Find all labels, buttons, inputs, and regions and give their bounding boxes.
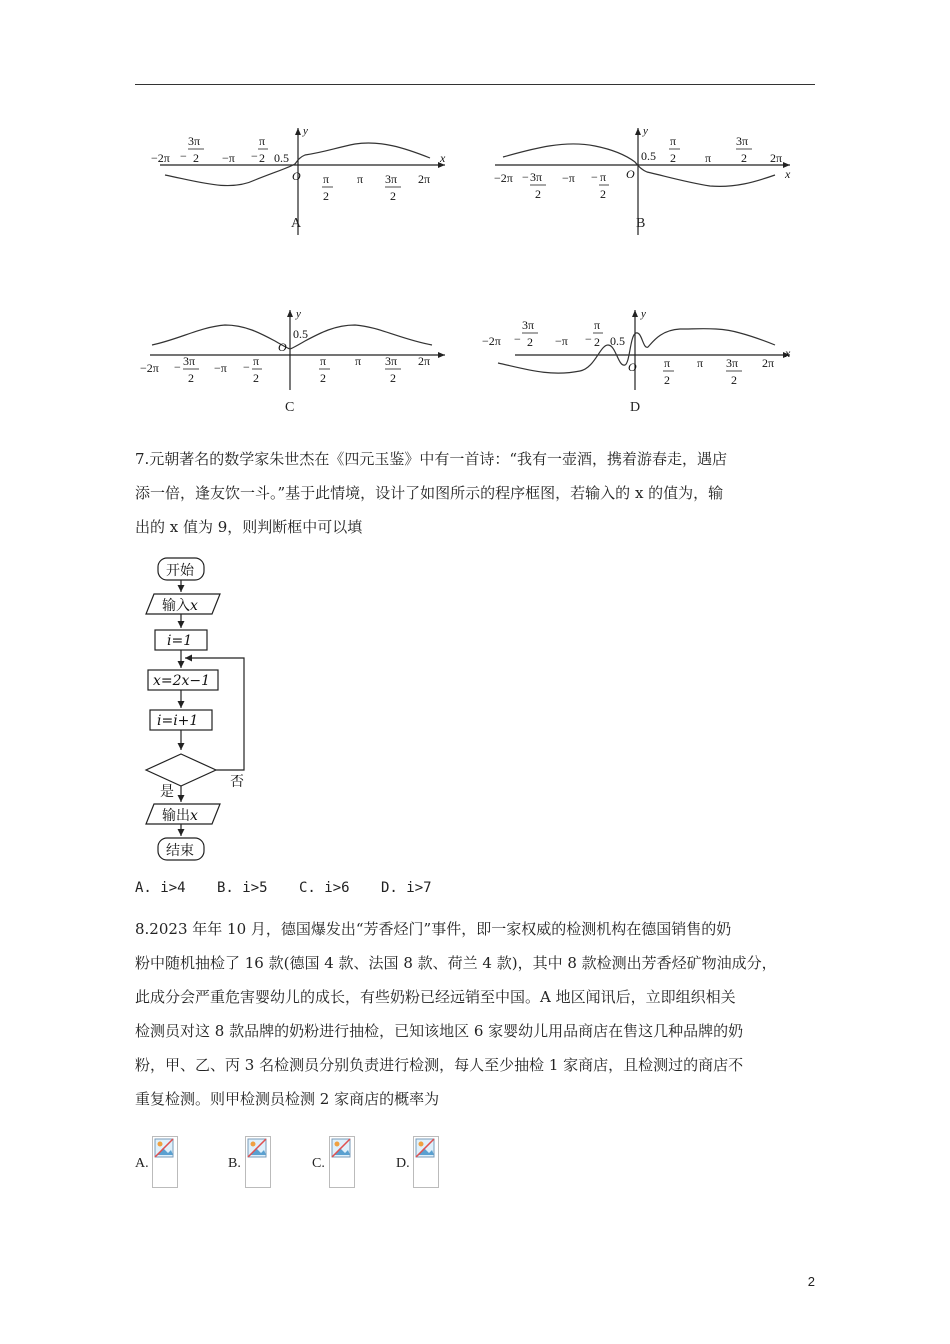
- graph-b-label: B: [636, 216, 646, 231]
- svg-text:π: π: [355, 354, 362, 368]
- svg-text:2: 2: [259, 151, 265, 165]
- broken-image-icon: [245, 1136, 271, 1188]
- question-8-text: [135, 912, 820, 1116]
- svg-text:O: O: [278, 340, 287, 354]
- graph-a-label: A: [291, 216, 302, 231]
- svg-text:3π: 3π: [530, 170, 543, 184]
- svg-text:−2π: −2π: [140, 361, 159, 375]
- q8-option-d-label: D.: [396, 1156, 410, 1171]
- svg-text:2: 2: [527, 335, 533, 349]
- svg-text:2: 2: [253, 371, 259, 385]
- question-7-text: [135, 442, 820, 544]
- q8-line-2: 粉中随机抽检了 16 款(德国 4 款、法国 8 款、荷兰 4 款)，其中 8 款检测出芳香烃矿物油成分，: [135, 954, 777, 972]
- svg-text:−: −: [585, 332, 592, 346]
- svg-text:2π: 2π: [418, 172, 431, 186]
- svg-text:π: π: [357, 172, 364, 186]
- flow-output-prefix: 输出: [162, 808, 190, 824]
- svg-text:O: O: [292, 169, 301, 183]
- svg-text:π: π: [670, 134, 677, 148]
- svg-text:2: 2: [731, 373, 737, 387]
- svg-text:2: 2: [390, 371, 396, 385]
- svg-text:x: x: [785, 167, 791, 181]
- svg-text:y: y: [303, 125, 308, 137]
- q7-option-d[interactable]: D. i>7: [381, 880, 432, 896]
- svg-text:2: 2: [600, 187, 606, 201]
- svg-text:−: −: [180, 149, 187, 163]
- svg-text:π: π: [259, 134, 266, 148]
- svg-text:输入x: [162, 598, 198, 614]
- flow-init: i=1: [167, 633, 193, 649]
- q8-option-c-label: C.: [312, 1156, 325, 1171]
- svg-text:3π: 3π: [736, 134, 749, 148]
- svg-text:2π: 2π: [770, 151, 783, 165]
- q8-line-6: 重复检测。则甲检测员检测 2 家商店的概率为: [135, 1090, 440, 1108]
- svg-text:y: y: [296, 308, 301, 320]
- flow-start: 开始: [166, 563, 194, 579]
- svg-text:x: x: [440, 151, 446, 165]
- q8-line-5: 粉，甲、乙、丙 3 名检测员分别负责进行检测，每人至少抽检 1 家商店，且检测过的商店不: [135, 1056, 744, 1074]
- q7-option-c[interactable]: C. i>6: [299, 880, 350, 896]
- svg-text:2: 2: [670, 151, 676, 165]
- svg-text:3π: 3π: [385, 354, 398, 368]
- svg-text:3π: 3π: [183, 354, 196, 368]
- svg-text:π: π: [664, 356, 671, 370]
- q7-line-1: 7.元朝著名的数学家朱世杰在《四元玉鉴》中有一首诗：“我有一壶酒，携着游春走，遇店: [135, 450, 727, 468]
- svg-text:−: −: [243, 360, 250, 374]
- svg-text:−: −: [522, 170, 529, 184]
- svg-text:π: π: [594, 318, 601, 332]
- svg-text:2π: 2π: [418, 354, 431, 368]
- svg-text:−: −: [174, 360, 181, 374]
- page-number: 2: [807, 1274, 815, 1289]
- flowchart: [140, 552, 270, 867]
- svg-text:y: y: [641, 308, 646, 320]
- q7-line-2: 添一倍，逢友饮一斗。”基于此情境，设计了如图所示的程序框图，若输入的 x 的值为，输: [135, 484, 724, 502]
- svg-text:π: π: [323, 172, 330, 186]
- flow-input-prefix: 输入: [162, 598, 190, 614]
- graph-c-label: C: [285, 400, 295, 415]
- svg-text:2: 2: [535, 187, 541, 201]
- svg-text:2: 2: [193, 151, 199, 165]
- svg-text:0.5: 0.5: [641, 149, 656, 163]
- svg-text:−2π: −2π: [151, 151, 170, 165]
- svg-text:y: y: [643, 125, 648, 137]
- q7-options: [135, 880, 463, 896]
- q7-line-3: 出的 x 值为 9，则判断框中可以填: [135, 518, 363, 536]
- svg-text:2: 2: [741, 151, 747, 165]
- svg-text:3π: 3π: [726, 356, 739, 370]
- broken-image-icon: [152, 1136, 178, 1188]
- flow-decision-box: [146, 754, 216, 786]
- svg-text:−2π: −2π: [482, 334, 501, 348]
- svg-text:0.5: 0.5: [274, 151, 289, 165]
- svg-text:−π: −π: [222, 151, 235, 165]
- svg-text:O: O: [628, 360, 637, 374]
- svg-text:−: −: [591, 170, 598, 184]
- svg-text:0.5: 0.5: [610, 334, 625, 348]
- q8-line-1: 8.2023 年年 10 月，德国爆发出“芳香烃门”事件，即一家权威的检测机构在德国销售的奶: [135, 920, 732, 938]
- svg-text:−π: −π: [562, 171, 575, 185]
- broken-image-icon: [413, 1136, 439, 1188]
- graph-d: [480, 305, 795, 395]
- flow-update-i: i=i+1: [157, 713, 199, 729]
- q7-option-b[interactable]: B. i>5: [217, 880, 268, 896]
- q7-option-a[interactable]: A. i>4: [135, 880, 186, 896]
- svg-text:2π: 2π: [762, 356, 775, 370]
- svg-text:O: O: [626, 167, 635, 181]
- broken-image-icon: [329, 1136, 355, 1188]
- svg-text:3π: 3π: [385, 172, 398, 186]
- header-rule: [135, 84, 815, 85]
- svg-text:−π: −π: [214, 361, 227, 375]
- svg-text:π: π: [320, 354, 327, 368]
- q8-option-a-label: A.: [135, 1156, 149, 1171]
- svg-text:−π: −π: [555, 334, 568, 348]
- svg-text:0.5: 0.5: [293, 327, 308, 341]
- flow-no-label: 否: [230, 774, 244, 790]
- q8-option-b-label: B.: [228, 1156, 241, 1171]
- flow-input-var: x: [190, 598, 198, 614]
- svg-text:x: x: [785, 346, 791, 360]
- svg-text:2: 2: [664, 373, 670, 387]
- svg-text:2: 2: [320, 371, 326, 385]
- svg-text:−: −: [251, 149, 258, 163]
- q8-line-4: 检测员对这 8 款品牌的奶粉进行抽检，已知该地区 6 家婴幼儿用品商店在售这几种品牌的奶: [135, 1022, 744, 1040]
- svg-text:输出x: [162, 808, 198, 824]
- svg-text:3π: 3π: [188, 134, 201, 148]
- svg-text:2: 2: [323, 189, 329, 203]
- svg-text:π: π: [600, 170, 607, 184]
- flow-end: 结束: [166, 843, 194, 859]
- flow-output-var: x: [190, 808, 198, 824]
- svg-text:3π: 3π: [522, 318, 535, 332]
- flow-update-x: x=2x−1: [153, 673, 211, 689]
- flow-yes-label: 是: [160, 784, 174, 800]
- svg-text:π: π: [705, 151, 712, 165]
- graph-c: [140, 305, 450, 395]
- svg-text:−: −: [514, 332, 521, 346]
- svg-text:2: 2: [390, 189, 396, 203]
- svg-text:π: π: [253, 354, 260, 368]
- svg-text:2: 2: [188, 371, 194, 385]
- graph-d-label: D: [630, 400, 641, 415]
- q8-line-3: 此成分会严重危害婴幼儿的成长，有些奶粉已经远销至中国。A 地区闻讯后，立即组织相关: [135, 988, 736, 1006]
- svg-text:2: 2: [594, 335, 600, 349]
- svg-text:−2π: −2π: [494, 171, 513, 185]
- svg-text:π: π: [697, 356, 704, 370]
